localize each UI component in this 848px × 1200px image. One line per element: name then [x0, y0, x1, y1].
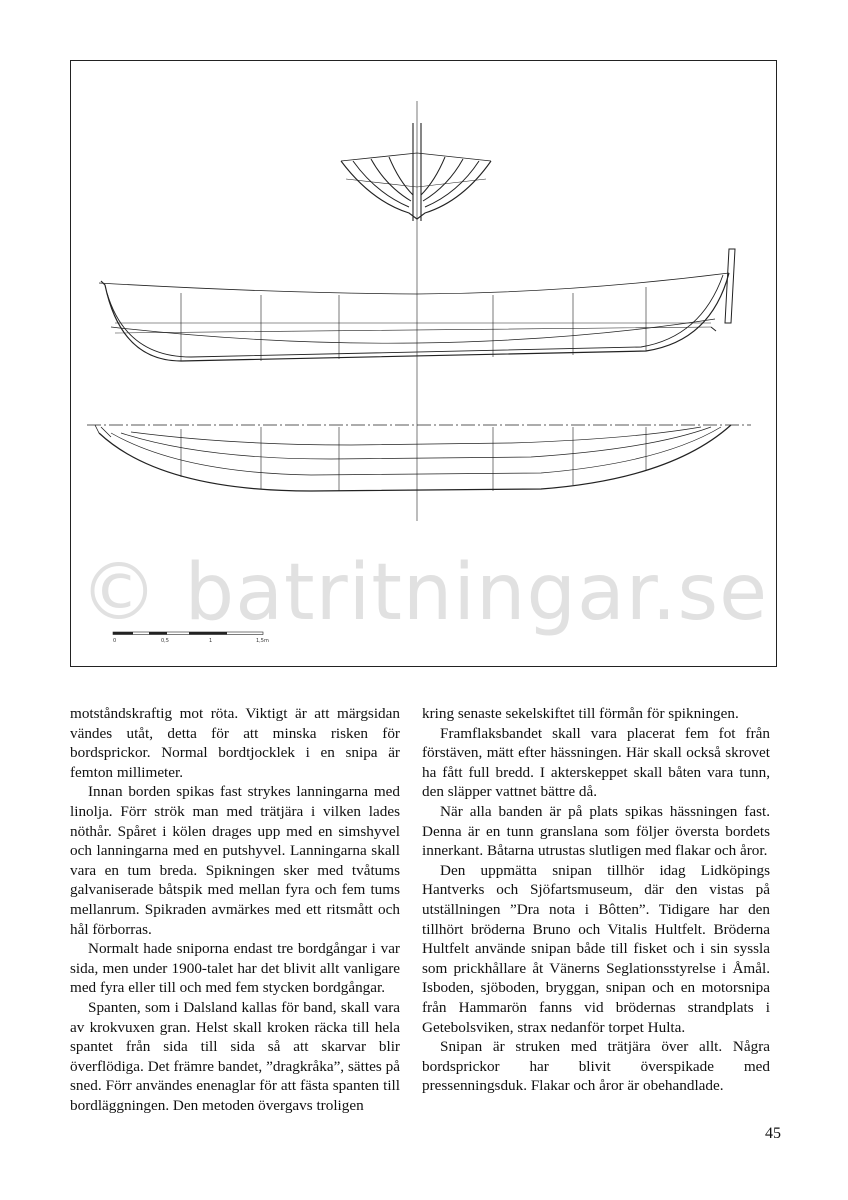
- paragraph: När alla banden är på plats spikas hässningen fast. Denna är en tunn granslana som följer översta bordets innerkant. Båtarna utrustas slutligen med flakar och åror.: [422, 802, 770, 860]
- scale-label-05: 0,5: [161, 638, 169, 644]
- text-column-left: [70, 704, 400, 1115]
- body-plan: [341, 123, 491, 221]
- half-breadth-plan: [87, 425, 751, 491]
- boat-lines-drawing: [71, 61, 778, 668]
- text-column-right: [422, 704, 770, 1096]
- paragraph: motståndskraftig mot röta. Viktigt är att märgsidan vändes utåt, detta för att minska risken för bordsprickor. Normal bordtjocklek i en snipa är femton millimeter.: [70, 705, 400, 781]
- scale-label-0: 0: [113, 638, 117, 644]
- paragraph: Innan borden spikas fast strykes lanningarna med linolja. Förr strök man med trätjära i vilken lades nöthår. Spåret i kölen drages upp med en simshyvel och lanningarna med en putshyvel. Lanningarna skall vara en tum breda. Spikningen sker med tvåtums galvaniserade båtspik med mellan fyra och fem tums mellanrum. Spikraden avmärkes med ett ritsmått och hål förborras.: [70, 783, 400, 938]
- page-number: 45: [765, 1125, 781, 1142]
- paragraph: Snipan är struken med trätjära över allt. Några bordsprickor har blivit överspikade med pressenningsduk. Flakar och åror är obehandlade.: [422, 1038, 770, 1095]
- paragraph: Normalt hade sniporna endast tre bordgångar i var sida, men under 1900-talet har det blivit allt vanligare med fyra eller till och med fem stycken bordgångar.: [70, 940, 400, 997]
- paragraph: kring senaste sekelskiftet till förmån för spikningen.: [422, 705, 739, 722]
- scale-label-1: 1: [209, 638, 213, 644]
- boat-drawing-frame: [70, 60, 777, 667]
- paragraph: Spanten, som i Dalsland kallas för band, skall vara av krokvuxen gran. Helst skall kroken räcka till hela spantet från sida till sida så att skarvar blir överflödiga. Det främre bandet, ”dragkråka”, sättes på sned. Förr användes enenaglar för att fästa spanten till bordläggningen. Den metoden övergavs troligen: [70, 998, 400, 1114]
- paragraph: Framflaksbandet skall vara placerat fem fot från förstäven, mätt efter hässningen. Här skall också skrovet ha fått full bredd. I akterskeppet skall båten vara tunn, den släpper vattnet bättre då.: [422, 724, 770, 801]
- scale-bar: [113, 632, 269, 644]
- scale-label-15: 1,5m: [256, 638, 269, 644]
- paragraph: Den uppmätta snipan tillhör idag Lidköpings Hantverks och Sjöfartsmuseum, där den vistas på utställningen ”Dra nota i Bôtten”. Tidigare har den tillhört bröderna Bruno och Vitalis Hultfelt. Bröderna Hultfelt använde snipan både till fisket och i sin syssla som prickhållare åt Vänerns Seglationsstyrelse i Åmål. Isboden, sjöboden, bryggan, snipan och en motorsnipa från Hammarön fanns vid brödernas strandplats i Getebolsviken, strax nedanför torpet Hulta.: [422, 861, 770, 1036]
- watermark: © batritningar.se: [79, 548, 769, 638]
